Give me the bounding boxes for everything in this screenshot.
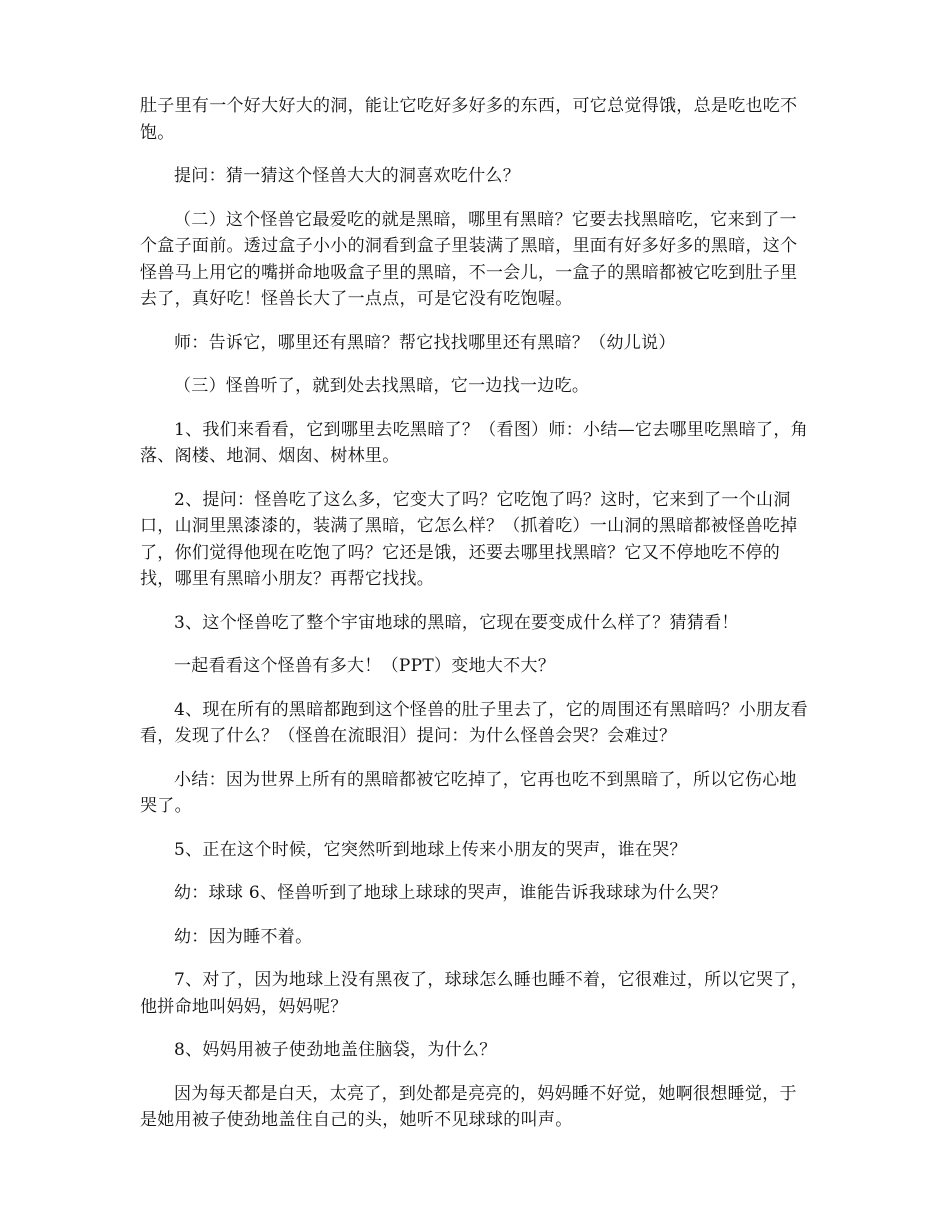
paragraph-1: 肚子里有一个好大好大的洞，能让它吃好多好多的东西，可它总觉得饿，总是吃也吃不饱。: [140, 96, 798, 143]
paragraph-2: 提问：猜一猜这个怪兽大大的洞喜欢吃什么？: [174, 166, 520, 186]
document-page: [140, 93, 812, 1151]
paragraph-3: （二）这个怪兽它最爱吃的就是黑暗，哪里有黑暗？它要去找黑暗吃，它来到了一个盒子面前。透过盒子小小的洞看到盒子里装满了黑暗，里面有好多好多的黑暗，这个怪兽马上用它的嘴拼命地吸盒子里的黑暗，不一会儿，一盒子的黑暗都被它吃到肚子里去了，真好吃！怪兽长大了一点点，可是它没有吃饱喔。: [140, 209, 798, 309]
paragraph-16: 8、妈妈用被子使劲地盖住脑袋，为什么？: [174, 1040, 497, 1060]
paragraph-5: （三）怪兽听了，就到处去找黑暗，它一边找一边吃。: [174, 376, 590, 396]
paragraph-12: 5、正在这个时候，它突然听到地球上传来小朋友的哭声，谁在哭？: [174, 839, 687, 860]
paragraph-13: 幼：球球 6、怪兽听到了地球上球球的哭声，谁能告诉我球球为什么哭？: [174, 883, 728, 903]
paragraph-9: 一起看看这个怪兽有多大！（PPT）变地大不大？: [174, 656, 556, 676]
paragraph-10: 4、现在所有的黑暗都跑到这个怪兽的肚子里去了，它的周围还有黑暗吗？小朋友看看，发现了什么？（怪兽在流眼泪）提问：为什么怪兽会哭？会难过？: [140, 699, 808, 746]
paragraph-11: 小结：因为世界上所有的黑暗都被它吃掉了，它再也吃不到黑暗了，所以它伤心地哭了。: [140, 769, 797, 816]
paragraph-4: 师：告诉它，哪里还有黑暗？帮它找找哪里还有黑暗？（幼儿说）: [174, 332, 676, 353]
paragraph-7: 2、提问：怪兽吃了这么多，它变大了吗？它吃饱了吗？这时，它来到了一个山洞口，山洞里黑漆漆的，装满了黑暗，它怎么样？（抓着吃）一山洞的黑暗都被怪兽吃掉了，你们觉得他现在吃饱了吗？它还是饿，还要去哪里找黑暗？它又不停地吃不停的找，哪里有黑暗小朋友？再帮它找找。: [140, 489, 798, 589]
paragraph-14: 幼：因为睡不着。: [174, 926, 313, 947]
paragraph-8: 3、这个怪兽吃了整个宇宙地球的黑暗，它现在要变成什么样了？猜猜看！: [174, 612, 739, 633]
paragraph-6: 1、我们来看看，它到哪里去吃黑暗了？（看图）师：小结—它去哪里吃黑暗了，角落、阁楼、地洞、烟囱、树林里。: [140, 419, 808, 466]
paragraph-17: 因为每天都是白天，太亮了，到处都是亮亮的，妈妈睡不好觉，她啊很想睡觉，于是她用被子使劲地盖住自己的头，她听不见球球的叫声。: [140, 1083, 797, 1130]
paragraph-15: 7、对了，因为地球上没有黑夜了，球球怎么睡也睡不着，它很难过，所以它哭了，他拼命地叫妈妈，妈妈呢？: [140, 970, 808, 1017]
